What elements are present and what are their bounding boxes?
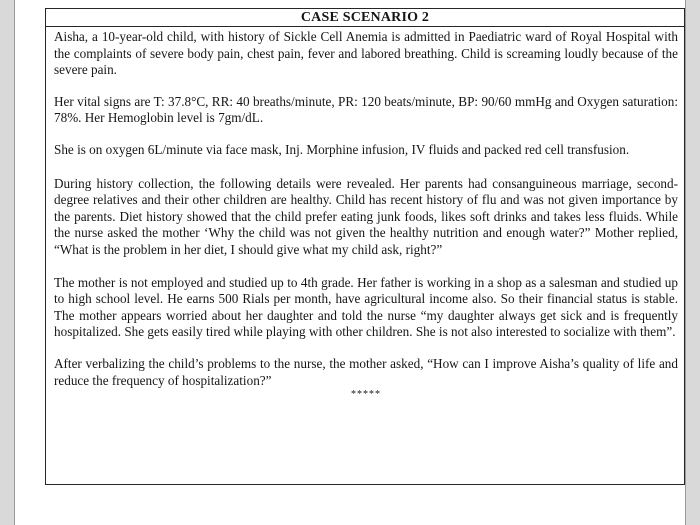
case-title: CASE SCENARIO 2 xyxy=(46,9,684,27)
paragraph-treatment: She is on oxygen 6L/minute via face mask, Inj. Morphine infusion, IV fluids and packed red cell transfusion. xyxy=(54,141,630,157)
paragraph-family-background: The mother is not employed and studied up to 4th grade. Her father is working in a shop as a salesman and studied up to high school level. He earns 500 Rials per month, have agricultural income also. So their financial status is stable. The mother appears worried about her daughter and told the nurse “my daughter always get sick and is frequently hospitalized. She gets easily tired while playing with other children. She is not also interested to socialize with them”. xyxy=(54,274,678,340)
paragraph-vital-signs: Her vital signs are T: 37.8°C, RR: 40 breaths/minute, PR: 120 beats/minute, BP: 90/60 mmHg and Oxygen saturation: 78%. Her Hemoglobin level is 7gm/dL. xyxy=(54,93,678,126)
document-page xyxy=(14,0,686,525)
paragraph-history: During history collection, the following details were revealed. Her parents had consanguineous marriage, second-degree relatives and their other children are healthy. Child has recent history of flu and was not given importance by the parents. Diet history showed that the child prefer eating junk foods, likes soft drinks and takes less fluids. While the nurse asked the mother ‘Why the child was not given the healthy nutrition and enough water?” Mother replied, “What is the problem in her diet, I should give what my child ask, right?” xyxy=(54,175,678,257)
case-content xyxy=(46,27,684,400)
end-mark: ***** xyxy=(351,389,381,401)
paragraph-presentation: Aisha, a 10-year-old child, with history of Sickle Cell Anemia is admitted in Paediatric ward of Royal Hospital with the complaints of severe body pain, chest pain, fever and labored breathing. Child is screaming loudly because of the severe pain. xyxy=(54,29,678,78)
paragraph-mother-question: After verbalizing the child’s problems to the nurse, the mother asked, “How can I improve Aisha’s quality of life and reduce the frequency of hospitalization?” xyxy=(54,355,678,388)
case-scenario-box xyxy=(45,8,685,485)
